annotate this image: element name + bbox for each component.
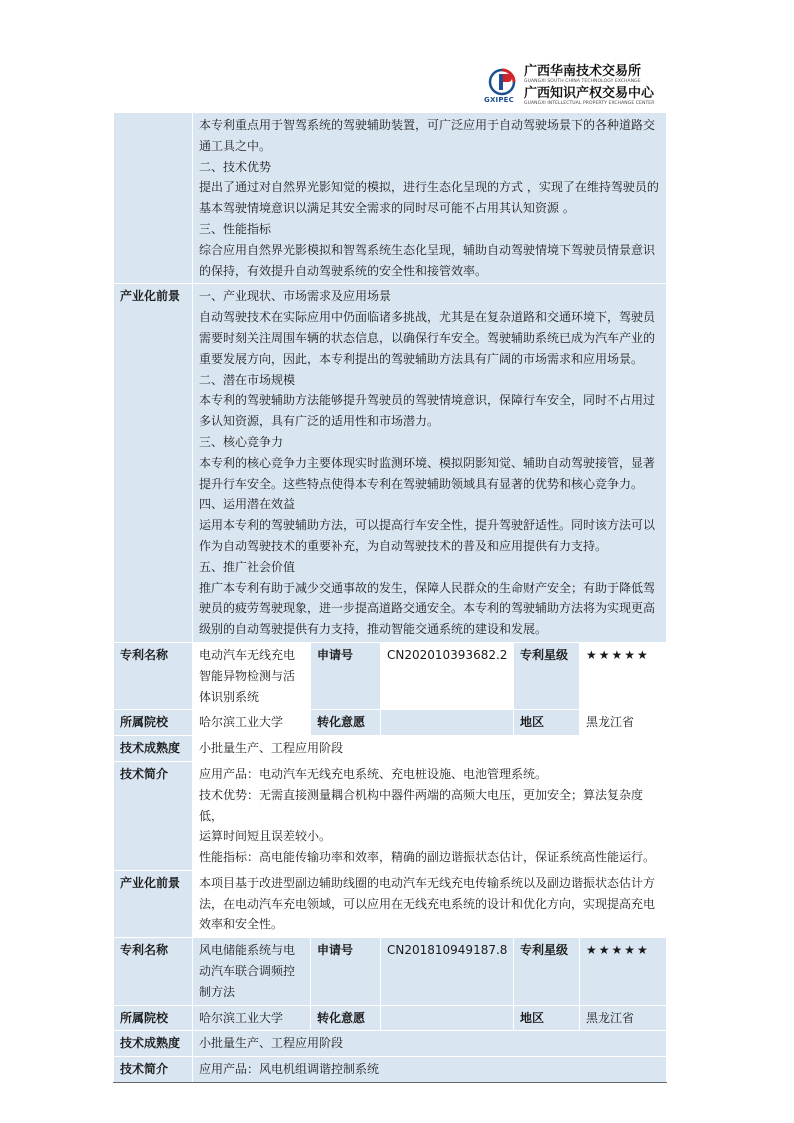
intro-label: 技术简介 bbox=[114, 1057, 193, 1083]
patent-1-school: 哈尔滨工业大学 bbox=[193, 710, 311, 736]
org-name-1-en: GUANGXI SOUTH CHINA TECHNOLOGY EXCHANGE bbox=[524, 79, 641, 84]
patent-1-maturity-row bbox=[114, 736, 667, 762]
patent-2-region: 黑龙江省 bbox=[580, 1005, 667, 1031]
patent-1-header-row bbox=[114, 642, 667, 709]
logo-caption: GXIPEC bbox=[484, 96, 514, 104]
intent-label: 转化意愿 bbox=[311, 710, 381, 736]
org-name-2: 广西知识产权交易中心 bbox=[524, 86, 655, 101]
patent-name-label: 专利名称 bbox=[114, 938, 193, 1005]
industry-label: 产业化前景 bbox=[114, 870, 193, 937]
rating-label: 专利星级 bbox=[514, 642, 580, 709]
app-no-label: 申请号 bbox=[311, 938, 381, 1005]
prev-industry-text: 一、产业现状、市场需求及应用场景 自动驾驶技术在实际应用中仍面临诸多挑战，尤其是在复杂道路和交通环境下，驾驶员 需要时刻关注周围车辆的状态信息，以确保行车安全。驾驶辅助系统已成为汽车产业的 重要发展方向，因此，本专利提出的驾驶辅助方法具有广阔的市场需求和应用场景。 二、潜在市场规模 本专利的驾驶辅助方法能够提升驾驶员的驾驶情境意识，保障行车安全，同时不占用过 多认知资源，具有广泛的适用性和市场潜力。 三、核心竞争力 本专利的核心竞争力主要体现实时监测环境、模拟阴影知觉、辅助自动驾驶接管，显著 提升行车安全。这些特点使得本专利在驾驶辅助领域具有显著的优势和核心竞争力。 四、运用潜在效益 运用本专利的驾驶辅助方法，可以提高行车安全性，提升驾驶舒适性。同时该方法可以 作为自动驾驶技术的重要补充，为自动驾驶技术的普及和应用提供有力支持。 五、推广社会价值 推广本专利有助于减少交通事故的发生，保障人民群众的生命财产安全；有助于降低驾 驶员的疲劳驾驶现象，进一步提高道路交通安全。本专利的驾驶辅助方法将为实现更高 级别的自动驾驶提供有力支持，推动智能交通系统的建设和发展。 bbox=[193, 284, 667, 643]
patent-2-app-no: CN201810949187.8 bbox=[381, 938, 514, 1005]
patent-1-region: 黑龙江省 bbox=[580, 710, 667, 736]
patent-1-stars: ★★★★★ bbox=[580, 642, 667, 709]
intent-label: 转化意愿 bbox=[311, 1005, 381, 1031]
patent-2-maturity-row bbox=[114, 1031, 667, 1057]
patent-1-name: 电动汽车无线充电 智能异物检测与活 体识别系统 bbox=[193, 642, 311, 709]
prev-industry-row bbox=[114, 284, 667, 643]
intro-label: 技术简介 bbox=[114, 761, 193, 870]
patent-2-stars: ★★★★★ bbox=[580, 938, 667, 1005]
patent-2-school: 哈尔滨工业大学 bbox=[193, 1005, 311, 1031]
region-label: 地区 bbox=[514, 1005, 580, 1031]
patent-1-school-row bbox=[114, 710, 667, 736]
patent-2-name: 风电储能系统与电 动汽车联合调频控 制方法 bbox=[193, 938, 311, 1005]
patent-2-intro: 应用产品：风电机组调谐控制系统 bbox=[193, 1057, 667, 1083]
patent-2-maturity: 小批量生产、工程应用阶段 bbox=[193, 1031, 667, 1057]
org-name-2-en: GUANGXI INTELLECTUAL PROPERTY EXCHANGE CENTER bbox=[524, 101, 655, 106]
rating-label: 专利星级 bbox=[514, 938, 580, 1005]
patent-1-maturity: 小批量生产、工程应用阶段 bbox=[193, 736, 667, 762]
maturity-label: 技术成熟度 bbox=[114, 1031, 193, 1057]
patent-2-intro-row bbox=[114, 1057, 667, 1083]
patent-1-intro-row bbox=[114, 761, 667, 870]
patent-1-app-no: CN202010393682.2 bbox=[381, 642, 514, 709]
patent-2-header-row bbox=[114, 938, 667, 1005]
app-no-label: 申请号 bbox=[311, 642, 381, 709]
patent-1-intent bbox=[381, 710, 514, 736]
prev-intro-text: 本专利重点用于智驾系统的驾驶辅助装置，可广泛应用于自动驾驶场景下的各种道路交 通工具之中。 二、技术优势 提出了通过对自然界光影知觉的模拟，进行生态化呈现的方式 ，实现了在维持驾驶员的 基本驾驶情境意识以满足其安全需求的同时尽可能不占用其认知资源 。 三、性能指标 综合应用自然界光影模拟和智驾系统生态化呈现，辅助自动驾驶情境下驾驶员情景意识 的保持，有效提升自动驾驶系统的安全性和接管效率。 bbox=[193, 113, 667, 284]
patent-2-school-row bbox=[114, 1005, 667, 1031]
patent-2-intent bbox=[381, 1005, 514, 1031]
patent-1-industry-row bbox=[114, 870, 667, 937]
school-label: 所属院校 bbox=[114, 710, 193, 736]
patent-table bbox=[113, 112, 667, 1083]
org-name-1: 广西华南技术交易所 bbox=[524, 64, 642, 79]
patent-1-industry: 本项目基于改进型副边辅助线圈的电动汽车无线充电传输系统以及副边谐振状态估计方 法，在电动汽车充电领域，可以应用在无线充电系统的设计和优化方向，实现提高充电 效率和安全性。 bbox=[193, 870, 667, 937]
maturity-label: 技术成熟度 bbox=[114, 736, 193, 762]
page-header bbox=[484, 62, 664, 108]
patent-1-intro: 应用产品：电动汽车无线充电系统、充电桩设施、电池管理系统。 技术优势：无需直接测量耦合机构中器件两端的高频大电压，更加安全；算法复杂度低， 运算时间短且误差较小。 性能指标：高电能传输功率和效率，精确的副边谐振状态估计，保证系统高性能运行。 bbox=[193, 761, 667, 870]
patent-name-label: 专利名称 bbox=[114, 642, 193, 709]
region-label: 地区 bbox=[514, 710, 580, 736]
prev-industry-label: 产业化前景 bbox=[114, 284, 193, 643]
school-label: 所属院校 bbox=[114, 1005, 193, 1031]
prev-intro-row bbox=[114, 113, 667, 284]
